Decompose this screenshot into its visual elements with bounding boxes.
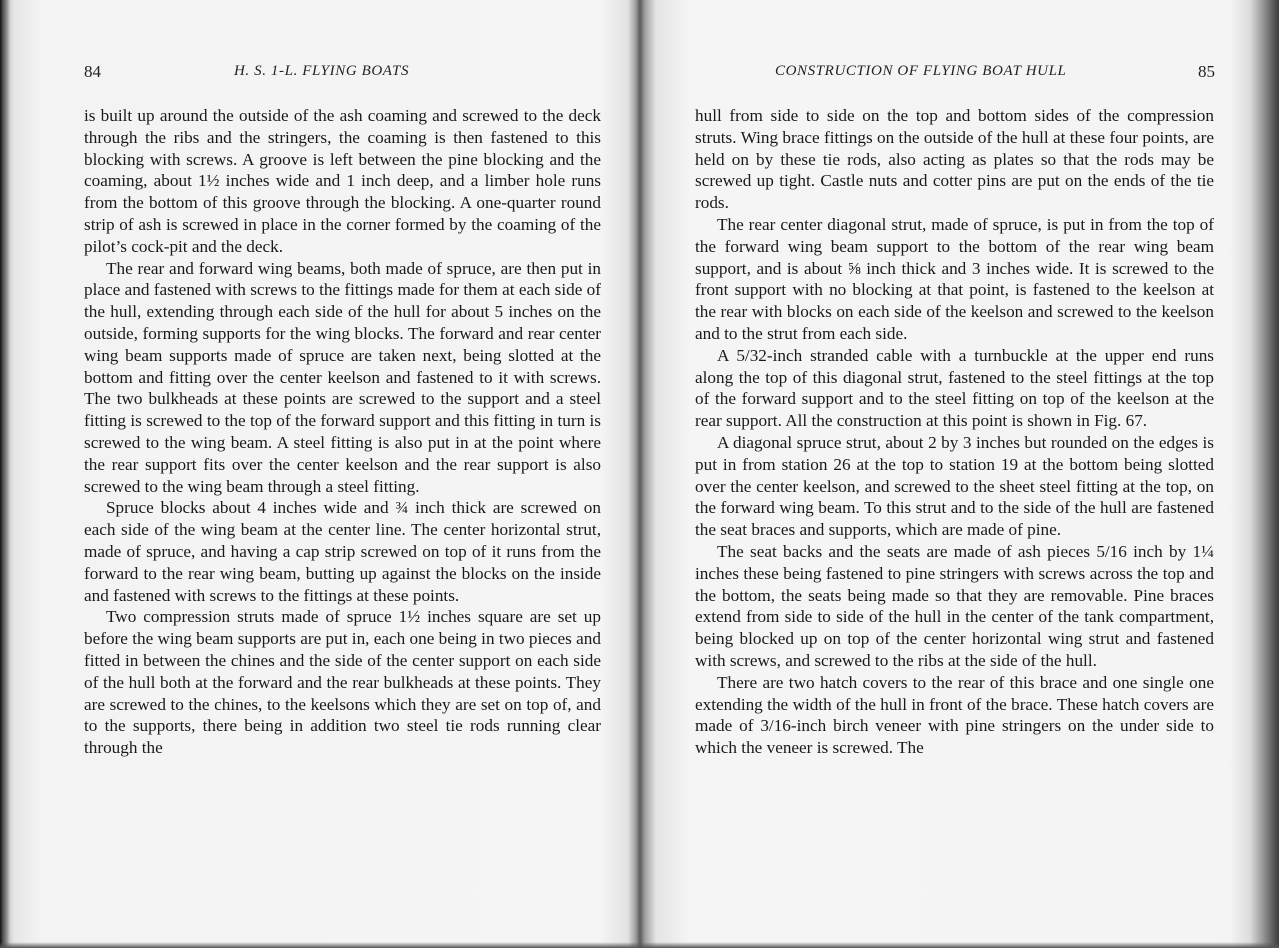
paragraph: Two compression struts made of spruce 1½ inches square are set up before the wing beam supports are put in, each one being in two pieces and fitted in between the chines and the side of the center support on each side of the hull both at the forward and the rear bulkheads at these points. They are screwed to the chines, to the keelsons which they are set on top of, and to the supports, there being in addition two steel tie rods running clear through the <box>84 607 601 758</box>
right-page-header <box>775 62 1215 86</box>
paragraph: Spruce blocks about 4 inches wide and ¾ inch thick are screwed on each side of the wing beam at the center line. The center horizontal strut, made of spruce, and having a cap strip screwed on top of it runs from the forward to the rear wing beam, butting up against the blocks on the inside and fastened with screws to the fittings at these points. <box>84 498 601 605</box>
paragraph: The rear and forward wing beams, both made of spruce, are then put in place and fastened with screws to the fittings made for them at each side of the hull, extending through each side of the hull for about 5 inches on the outside, forming supports for the wing blocks. The forward and rear center wing beam supports made of spruce are taken next, being slotted at the bottom and fitting over the center keelson and fastened to it with screws. The two bulkheads at these points are screwed to the support and a steel fitting is screwed to the top of the forward support and this fitting in turn is screwed to the wing beam. A steel fitting is also put in at the point where the rear support fits over the center keelson and the rear support is also screwed to the wing beam through a steel fitting. <box>84 258 601 496</box>
right-page-body <box>695 105 1214 759</box>
running-head: H. S. 1-L. FLYING BOATS <box>234 63 410 79</box>
paragraph: is built up around the outside of the ash coaming and screwed to the deck through the ribs and the stringers, the coaming is then fastened to this blocking with screws. A groove is left between the pine blocking and the coaming, about 1½ inches wide and 1 inch deep, and a limber hole runs from the bottom of this groove through the blocking. A one-quarter round strip of ash is screwed in place in the corner formed by the coaming of the pilot’s cock-pit and the deck. <box>84 106 601 256</box>
right-page <box>640 0 1279 948</box>
page-edge-shadow <box>0 0 10 948</box>
bottom-edge-shadow <box>0 942 1279 948</box>
page-number: 85 <box>1198 62 1215 81</box>
running-head: CONSTRUCTION OF FLYING BOAT HULL <box>775 63 1067 79</box>
paragraph: The rear center diagonal strut, made of spruce, is put in from the top of the forward wing beam support to the bottom of the rear wing beam support, and is about ⅝ inch thick and 3 inches wide. It is screwed to the front support with no blocking at that point, is fastened to the keelson at the rear with blocks on each side of the keelson and screwed to the keelson and to the strut from each side. <box>695 214 1214 343</box>
paragraph: The seat backs and the seats are made of ash pieces 5/16 inch by 1¼ inches these being fastened to pine stringers with screws across the top and the bottom, the seats being made so that they are removable. Pine braces extend from side to side of the hull in the center of the tank compartment, being blocked up on top of the center horizontal wing strut and fastened with screws, and screwed to the ribs at the side of the hull. <box>695 541 1214 670</box>
paragraph: There are two hatch covers to the rear of this brace and one single one extending the width of the hull in front of the brace. These hatch covers are made of 3/16-inch birch veneer with pine stringers on the under side to which the veneer is screwed. The <box>695 672 1214 758</box>
paragraph: A 5/32-inch stranded cable with a turnbuckle at the upper end runs along the top of this diagonal strut, fastened to the steel fittings at the top of the forward support and to the steel fitting on top of the keelson at the rear support. All the construction at this point is shown in Fig. 67. <box>695 345 1214 431</box>
left-page-header <box>84 62 600 86</box>
paragraph: A diagonal spruce strut, about 2 by 3 inches but rounded on the edges is put in from station 26 at the top to station 19 at the bottom being slotted over the center keelson, and screwed to the sheet steel fitting at the top, on the forward wing beam. To this strut and to the side of the hull are fastened the seat braces and supports, which are made of pine. <box>695 432 1214 540</box>
left-page <box>0 0 638 948</box>
paragraph: hull from side to side on the top and bottom sides of the compression struts. Wing brace fittings on the outside of the hull at these four points, are held on by these tie rods, also acting as plates so that the rods may be screwed up tight. Castle nuts and cotter pins are put on the ends of the tie rods. <box>695 106 1214 213</box>
page-number: 84 <box>84 62 101 81</box>
left-page-body <box>84 105 601 759</box>
